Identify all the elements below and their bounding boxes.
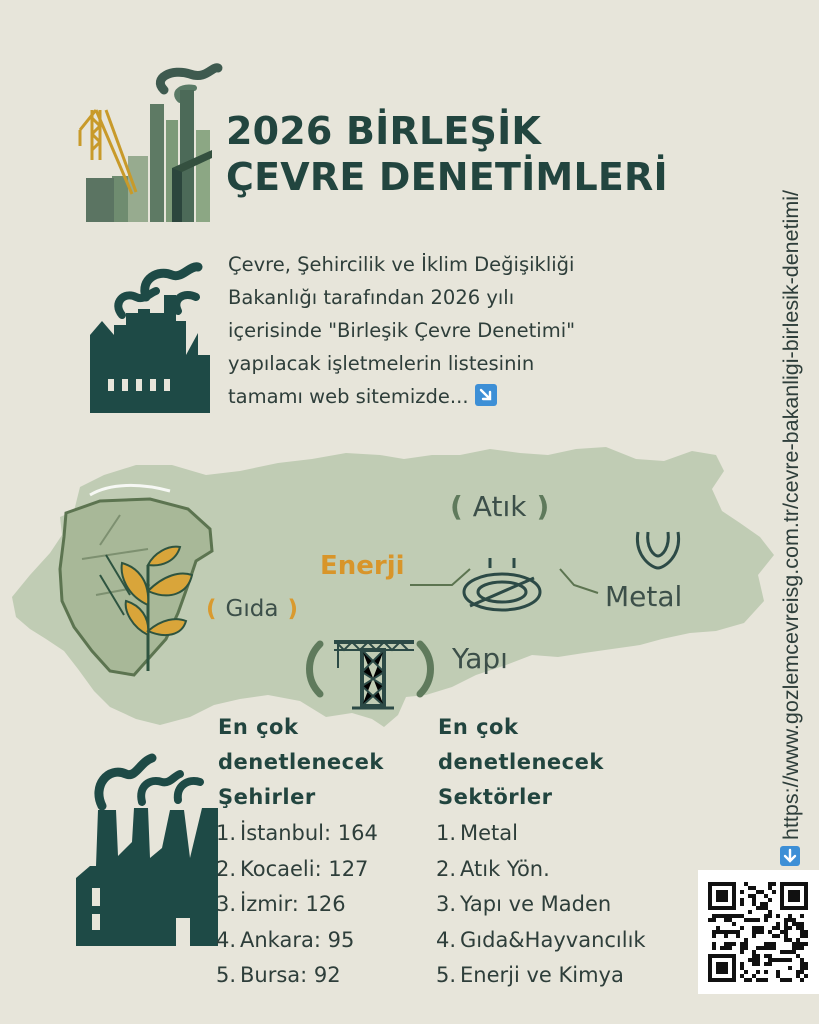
- cities-heading: [218, 710, 384, 815]
- open-paren: (: [206, 596, 217, 622]
- intro-line: içerisinde "Birleşik Çevre Denetimi": [228, 319, 576, 342]
- intro-line-text: tamamı web sitemizde...: [228, 385, 469, 408]
- rank-number: 5.: [215, 963, 236, 987]
- sectors-heading: [438, 710, 604, 815]
- list-item: [210, 816, 378, 852]
- cities-heading-line: denetlenecek: [218, 750, 384, 774]
- sector-text: Yapı ve Maden: [460, 892, 612, 916]
- list-item: [430, 958, 646, 994]
- recycle-icon: [460, 556, 544, 616]
- rank-number: 1.: [435, 821, 456, 845]
- leaf-plant-icon: [96, 535, 206, 675]
- sector-text: Atık Yön.: [460, 856, 550, 881]
- metal-magnet-icon: [630, 524, 686, 572]
- factory-icon: [72, 738, 222, 948]
- qr-code-icon[interactable]: [698, 870, 819, 994]
- sectors-list: [430, 816, 646, 994]
- sectors-heading-line: En çok: [438, 715, 519, 739]
- list-item: [210, 923, 378, 959]
- list-item: [430, 852, 646, 888]
- intro-line: yapılacak işletmelerin listesinin: [228, 352, 535, 375]
- city-text: Ankara: 95: [240, 927, 355, 952]
- factory-crane-icon: [72, 60, 222, 224]
- list-item: [430, 816, 646, 852]
- rank-number: 2.: [435, 856, 456, 881]
- rank-number: 4.: [215, 927, 236, 952]
- intro-line: Bakanlığı tarafından 2026 yılı: [228, 286, 515, 309]
- list-item: [210, 852, 378, 888]
- down-arrow-icon: [475, 384, 497, 406]
- factory-icon: [86, 255, 214, 415]
- website-url-link[interactable]: [776, 48, 806, 868]
- label-construction: Yapı: [452, 642, 508, 675]
- url-text: https://www.gozlemcevreisg.com.tr/cevre-bakanligi-birlesik-denetimi/: [779, 190, 803, 840]
- label-food-text: Gıda: [225, 596, 279, 622]
- page-title: [226, 108, 746, 200]
- rank-number: 1.: [215, 821, 236, 845]
- list-item: [210, 958, 378, 994]
- cities-heading-line: En çok: [218, 715, 299, 739]
- label-food: [206, 596, 298, 622]
- sectors-heading-line: denetlenecek: [438, 750, 604, 774]
- cities-list: [210, 816, 378, 994]
- rank-number: 2.: [215, 856, 236, 881]
- intro-paragraph: [228, 248, 683, 413]
- title-line-1: 2026 BİRLEŞİK: [226, 109, 542, 153]
- city-text: Bursa: 92: [240, 963, 341, 987]
- city-text: Kocaeli: 127: [240, 856, 369, 881]
- label-waste: [450, 490, 549, 523]
- label-metal: Metal: [605, 580, 683, 613]
- intro-line: Çevre, Şehircilik ve İklim Değişikliği: [228, 253, 575, 276]
- qr-code-graphic: [698, 870, 819, 994]
- crane-icon: [304, 628, 436, 710]
- city-text: İzmir: 126: [240, 892, 346, 916]
- open-paren: (: [450, 490, 463, 523]
- label-energy: Enerji: [320, 551, 405, 581]
- cities-heading-line: Şehirler: [218, 785, 316, 809]
- rank-number: 5.: [435, 963, 456, 987]
- sector-text: Enerji ve Kimya: [460, 963, 624, 987]
- label-waste-text: Atık: [472, 490, 527, 523]
- list-item: [210, 887, 378, 923]
- sector-text: Gıda&Hayvancılık: [460, 927, 646, 952]
- close-paren: ): [287, 596, 298, 622]
- rank-number: 4.: [435, 927, 456, 952]
- sectors-heading-line: Sektörler: [438, 785, 553, 809]
- sector-text: Metal: [460, 821, 518, 845]
- list-item: [430, 923, 646, 959]
- rank-number: 3.: [215, 892, 236, 916]
- rank-number: 3.: [435, 892, 456, 916]
- title-line-2: ÇEVRE DENETİMLERİ: [226, 155, 668, 199]
- intro-line-last: [228, 380, 683, 413]
- close-paren: ): [536, 490, 550, 523]
- city-text: İstanbul: 164: [240, 821, 378, 845]
- list-item: [430, 887, 646, 923]
